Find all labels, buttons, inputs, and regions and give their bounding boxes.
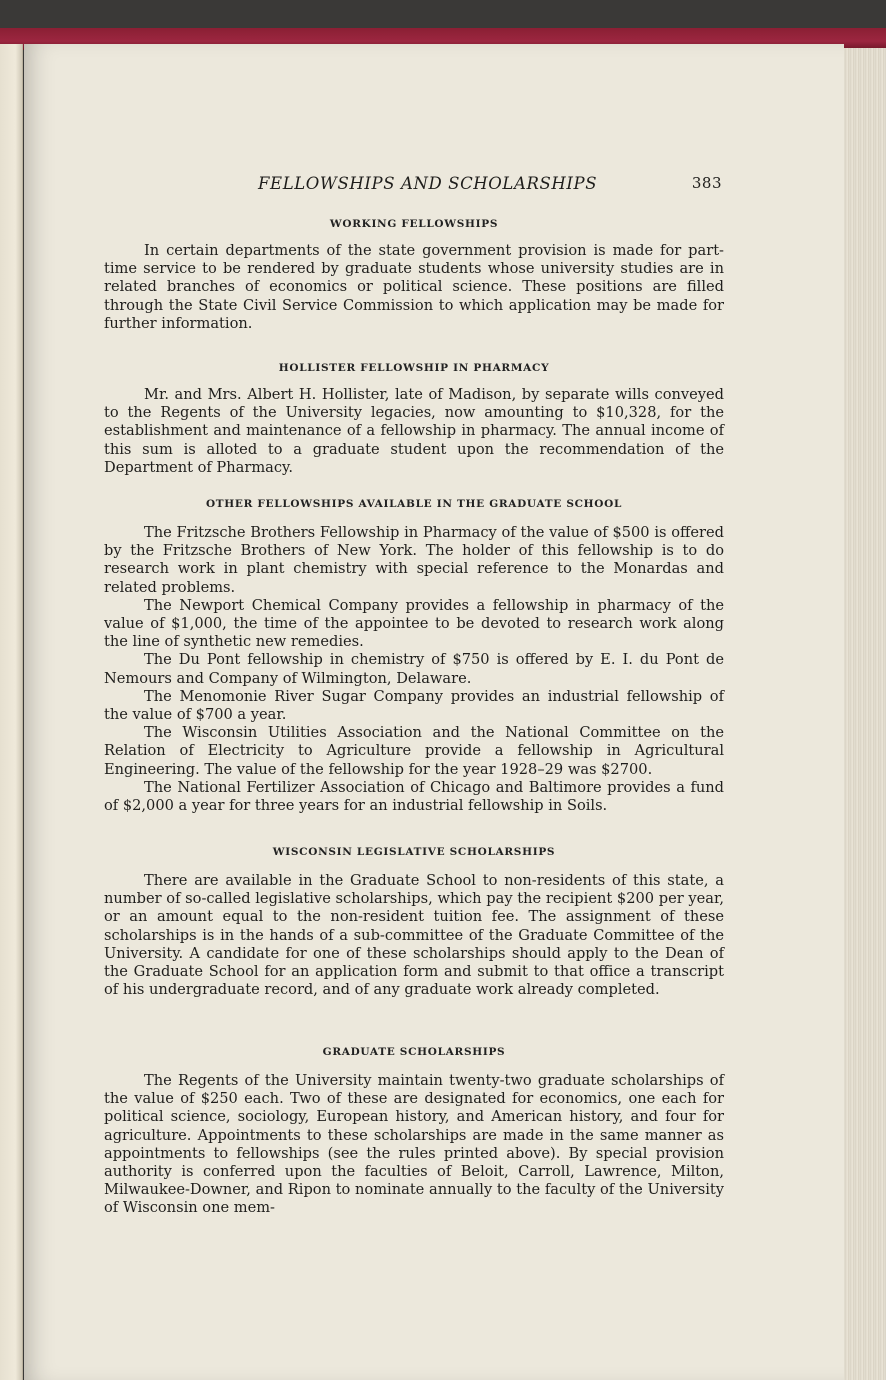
page-stack-edge (844, 48, 886, 1380)
paragraph: In certain departments of the state government provision is made for part-time service to be rendered by graduate students whose university studies are in related branches of economics or political science. These positions are filled through the State Civil Service Commission to which application may be made for further information. (104, 242, 724, 332)
section-legislative-scholarships (104, 846, 724, 999)
section-heading: WISCONSIN LEGISLATIVE SCHOLARSHIPS (272, 846, 556, 858)
paragraph: The Fritzsche Brothers Fellowship in Pharmacy of the value of $500 is offered by the Fritzsche Brothers of New York. The holder of this fellowship is to do research work in plant chemistry with special reference to the Monardas and related problems. (104, 524, 724, 596)
running-head-title: FELLOWSHIPS AND SCHOLARSHIPS (258, 174, 598, 193)
section-heading: WORKING FELLOWSHIPS (329, 218, 499, 230)
paragraph: The Menomonie River Sugar Company provides an industrial fellowship of the value of $700 a year. (104, 687, 724, 724)
paragraph: Mr. and Mrs. Albert H. Hollister, late of Madison, by separate wills conveyed to the Regents of the University legacies, now amounting to $10,328, for the establishment and maintenance of a fellowship in pharmacy. The annual income of this sum is alloted to a graduate student upon the recommendation of the Department of Pharmacy. (104, 386, 724, 476)
section-hollister-fellowship (104, 362, 724, 477)
paragraph: There are available in the Graduate School to non-residents of this state, a number of so-called legislative scholarships, which pay the recipient $200 per year, or an amount equal to the non-resident tuition fee. The assignment of these scholarships is in the hands of a sub-committee of the Graduate Committee of the University. A candidate for one of these scholarships should apply to the Dean of the Graduate School for an application form and submit to that office a transcript of his undergraduate record, and of any graduate work already completed. (104, 872, 724, 999)
paragraph: The National Fertilizer Association of Chicago and Baltimore provides a fund of $2,000 a year for three years for an industrial fellowship in Soils. (104, 778, 724, 815)
section-heading: OTHER FELLOWSHIPS AVAILABLE IN THE GRADUATE SCHOOL (205, 498, 623, 510)
paragraph: The Newport Chemical Company provides a fellowship in pharmacy of the value of $1,000, the time of the appointee to be devoted to research work along the line of synthetic new remedies. (104, 596, 724, 651)
section-heading: GRADUATE SCHOLARSHIPS (322, 1046, 506, 1058)
section-other-fellowships (104, 498, 724, 815)
section-working-fellowships (104, 218, 724, 333)
facing-page-edge (0, 44, 23, 1380)
paragraph: The Wisconsin Utilities Association and the National Committee on the Relation of Electricity to Agriculture provide a fellowship in Agricultural Engineering. The value of the fellowship for the year 1928–29 was $2700. (104, 724, 724, 778)
paragraph: The Du Pont fellowship in chemistry of $750 is offered by E. I. du Pont de Nemours and Company of Wilmington, Delaware. (104, 651, 724, 687)
paragraph: The Regents of the University maintain twenty-two graduate scholarships of the value of $250 each. Two of these are designated for economics, one each for political science, sociology, European history, and American history, and four for agriculture. Appointments to these scholarships are made in the same manner as appointments to fellowships (see the rules printed above). By special provision authority is conferred upon the faculties of Beloit, Carroll, Lawrence, Milton, Milwaukee-Downer, and Ripon to nominate annually to the faculty of the University of Wisconsin one mem- (104, 1072, 724, 1217)
section-heading: HOLLISTER FELLOWSHIP IN PHARMACY (278, 362, 550, 374)
running-head (258, 174, 722, 196)
section-graduate-scholarships (104, 1046, 724, 1218)
page-number: 383 (691, 174, 722, 192)
